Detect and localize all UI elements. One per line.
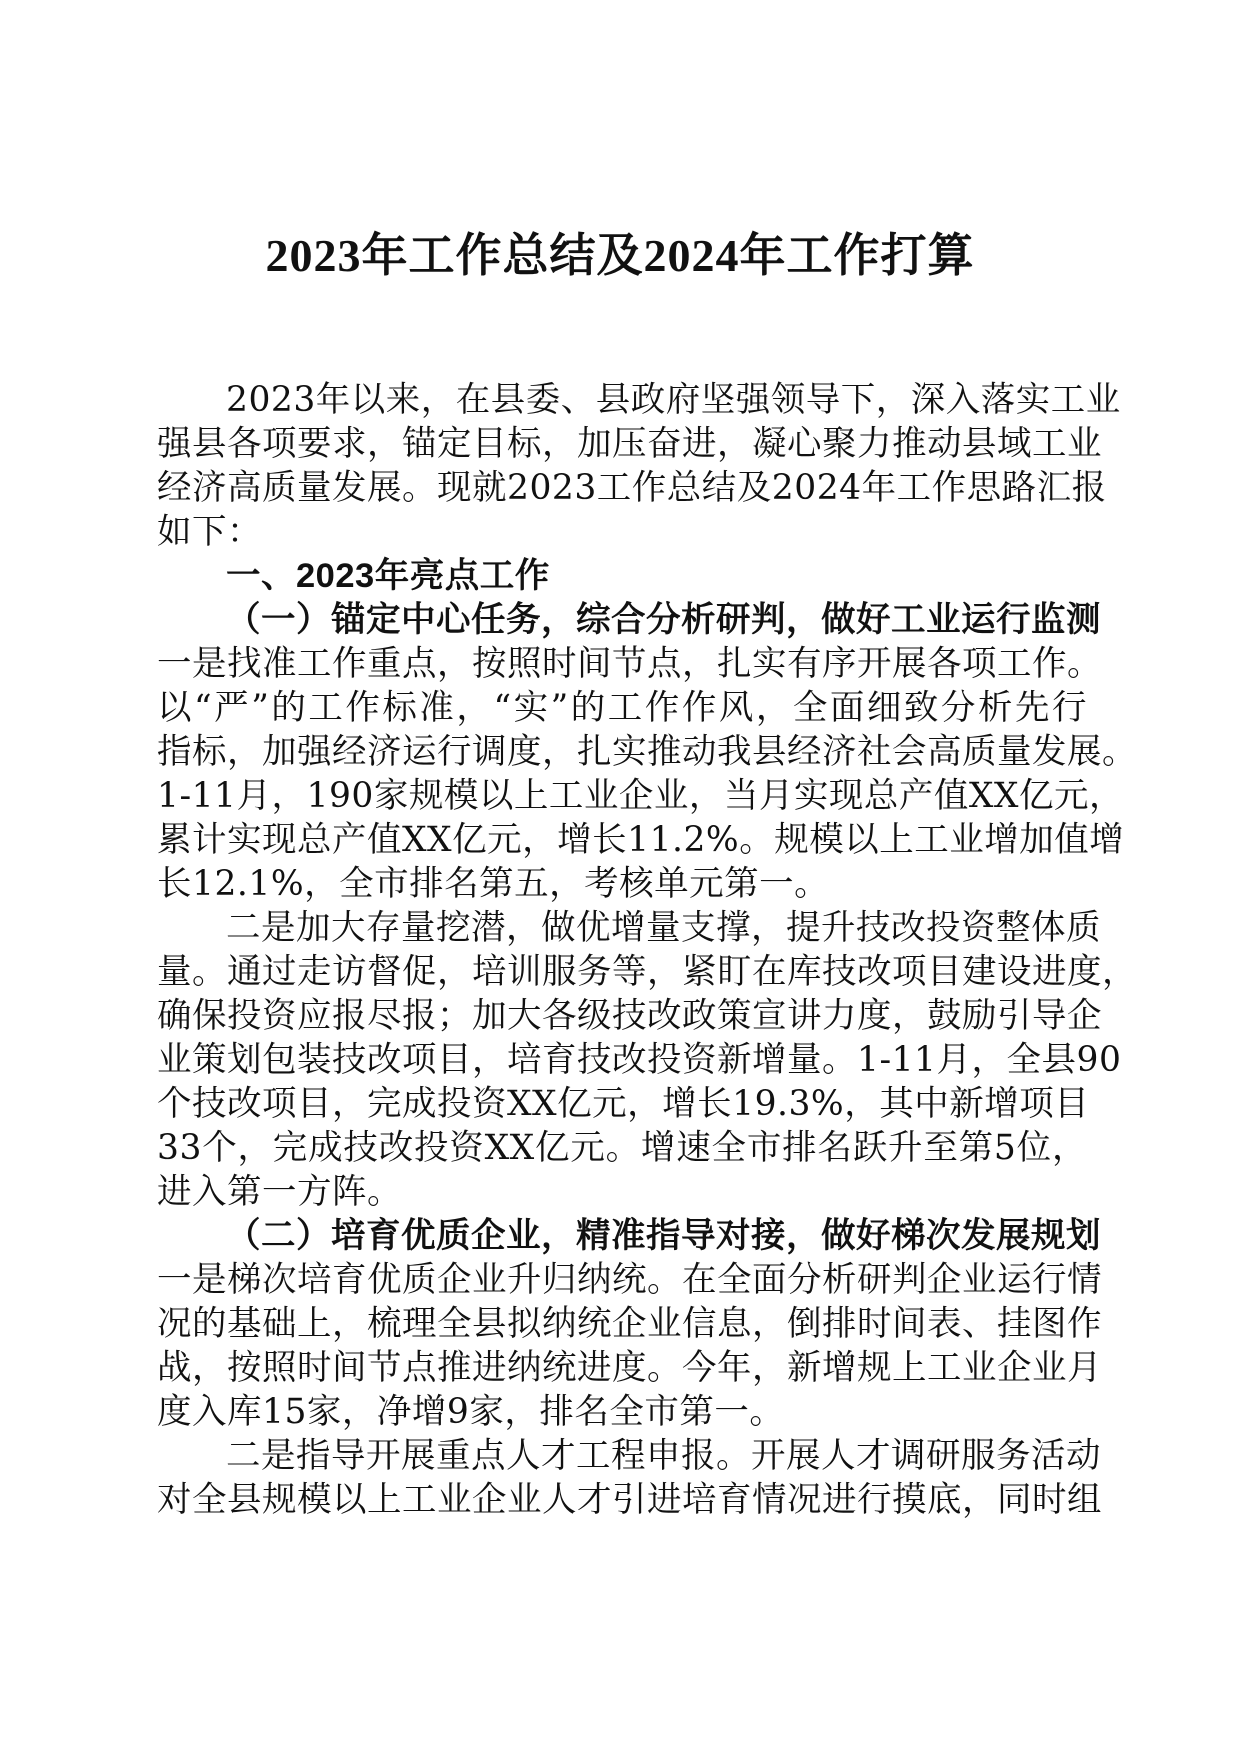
paragraph-line: 如下：: [157, 512, 262, 552]
subsection-heading: （二）培育优质企业，精准指导对接，做好梯次发展规划: [226, 1216, 1101, 1256]
paragraph-line: 个技改项目，完成投资XX亿元，增长19.3%，其中新增项目: [157, 1084, 1090, 1124]
paragraph-line: 1-11月，190家规模以上工业企业，当月实现总产值XX亿元，: [157, 776, 1124, 816]
paragraph-line: 战，按照时间节点推进纳统进度。今年，新增规上工业企业月: [157, 1348, 1102, 1388]
paragraph-line: 强县各项要求，锚定目标，加压奋进，凝心聚力推动县域工业: [157, 424, 1102, 464]
paragraph-line: 指标，加强经济运行调度，扎实推动我县经济社会高质量发展。: [157, 732, 1137, 772]
paragraph-line: 二是指导开展重点人才工程申报。开展人才调研服务活动: [226, 1436, 1101, 1476]
paragraph-line: 一是梯次培育优质企业升归纳统。在全面分析研判企业运行情: [157, 1260, 1102, 1300]
paragraph-line: 度入库15家，净增9家，排名全市第一。: [157, 1392, 785, 1432]
subsection-heading: （一）锚定中心任务，综合分析研判，做好工业运行监测: [226, 600, 1101, 640]
paragraph-line: 一是找准工作重点，按照时间节点，扎实有序开展各项工作。: [157, 644, 1102, 684]
paragraph-line: 对全县规模以上工业企业人才引进培育情况进行摸底，同时组: [157, 1480, 1102, 1520]
paragraph-line: 2023年以来，在县委、县政府坚强领导下，深入落实工业: [226, 380, 1121, 420]
paragraph-line: 累计实现总产值XX亿元，增长11.2%。规模以上工业增加值增: [157, 820, 1125, 860]
paragraph-line: 33个，完成技改投资XX亿元。增速全市排名跃升至第5位，: [157, 1128, 1087, 1168]
paragraph-line: 以“严”的工作标准，“实”的工作作风，全面细致分析先行: [157, 688, 1087, 728]
paragraph-line: 业策划包装技改项目，培育技改投资新增量。1-11月，全县90: [157, 1040, 1122, 1080]
paragraph-line: 二是加大存量挖潜，做优增量支撑，提升技改投资整体质: [226, 908, 1101, 948]
paragraph-line: 量。通过走访督促，培训服务等，紧盯在库技改项目建设进度，: [157, 952, 1137, 992]
paragraph-line: 长12.1%，全市排名第五，考核单元第一。: [157, 864, 830, 904]
paragraph-line: 确保投资应报尽报；加大各级技改政策宣讲力度，鼓励引导企: [157, 996, 1102, 1036]
paragraph-line: 经济高质量发展。现就2023工作总结及2024年工作思路汇报: [157, 468, 1107, 508]
section-heading: 一、2023年亮点工作: [226, 557, 550, 595]
page-title: 2023年工作总结及2024年工作打算: [265, 230, 975, 281]
paragraph-line: 况的基础上，梳理全县拟纳统企业信息，倒排时间表、挂图作: [157, 1304, 1102, 1344]
paragraph-line: 进入第一方阵。: [157, 1172, 402, 1212]
